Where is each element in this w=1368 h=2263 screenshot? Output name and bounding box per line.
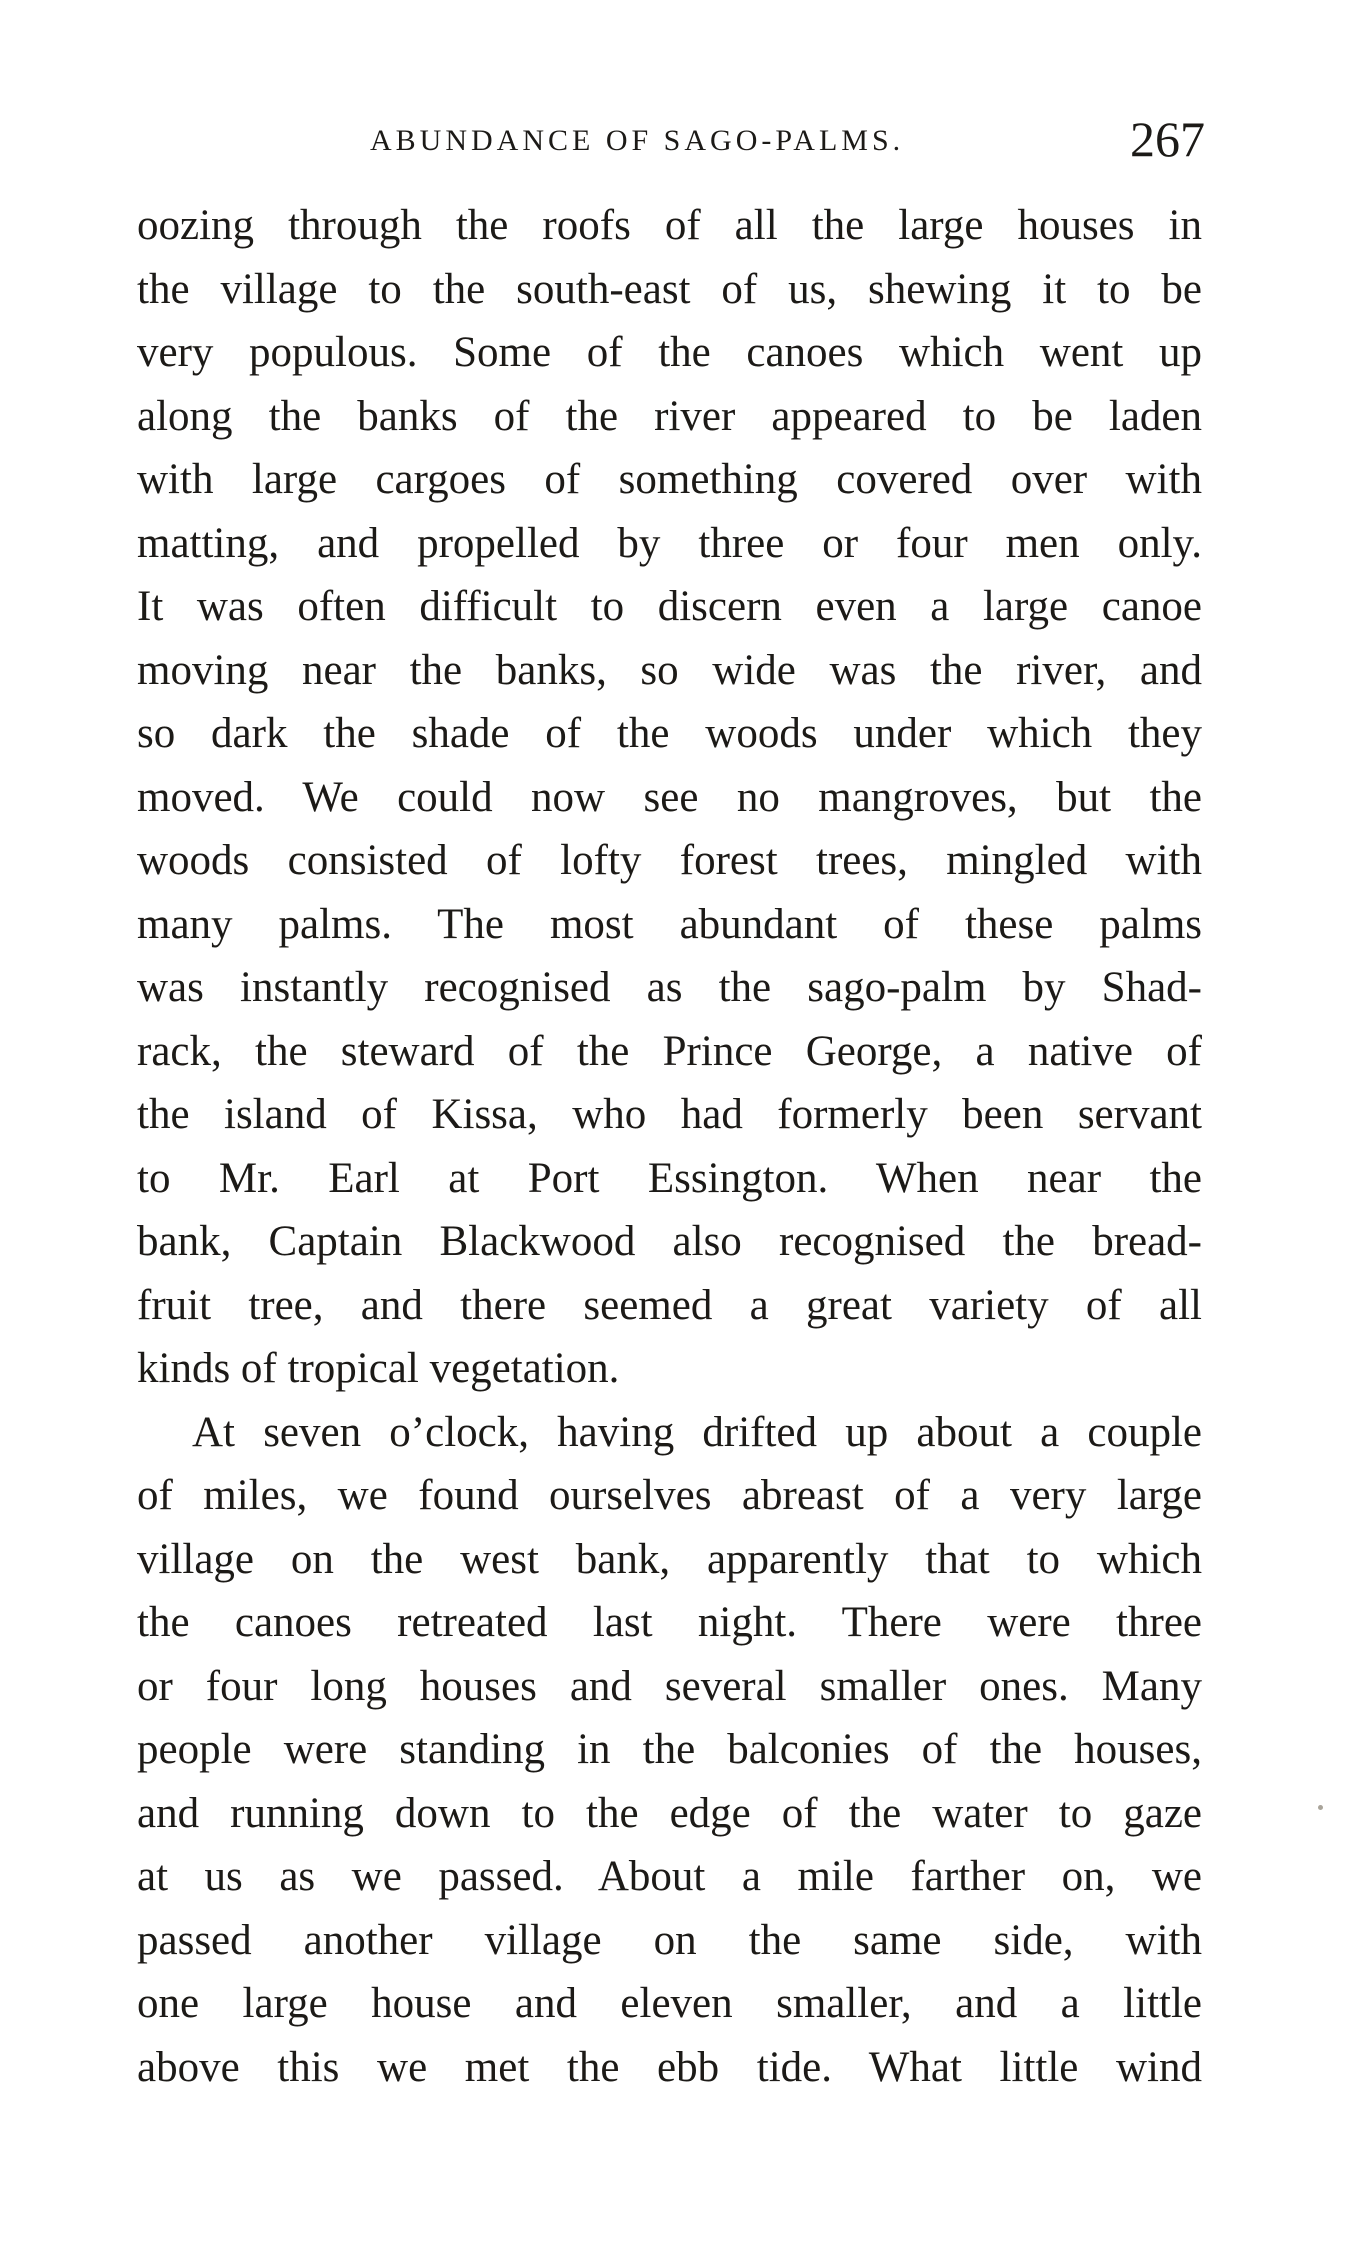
text-line: It was often difficult to discern even a large canoe xyxy=(137,583,1202,630)
text-line: bank, Captain Blackwood also recognised the bread- xyxy=(137,1218,1202,1265)
text-line: so dark the shade of the woods under which they xyxy=(137,710,1202,757)
text-line: one large house and eleven smaller, and a little xyxy=(137,1980,1202,2027)
text-line: many palms. The most abundant of these palms xyxy=(137,900,1202,948)
text-line: above this we met the ebb tide. What little wind xyxy=(137,2043,1202,2091)
page-number: 267 xyxy=(1130,111,1205,167)
text-line: passed another village on the same side, with xyxy=(137,1916,1202,1964)
text-line: fruit tree, and there seemed a great variety of all xyxy=(137,1281,1202,1329)
text-line: village on the west bank, apparently that to which xyxy=(137,1535,1202,1583)
body-text xyxy=(137,194,1202,2099)
text-line: or four long houses and several smaller ones. Many xyxy=(137,1662,1202,1710)
text-line: the village to the south-east of us, shewing it to be xyxy=(137,265,1202,313)
running-head xyxy=(135,112,1205,172)
running-title: ABUNDANCE OF SAGO-PALMS. xyxy=(370,124,905,157)
text-line: at us as we passed. About a mile farther on, we xyxy=(137,1853,1202,1900)
text-line: moving near the banks, so wide was the river, and xyxy=(137,646,1202,694)
text-line: rack, the steward of the Prince George, a native of xyxy=(137,1027,1202,1075)
paper-speck xyxy=(1318,1805,1323,1810)
text-line: people were standing in the balconies of the houses, xyxy=(137,1726,1202,1773)
text-line: At seven o’clock, having drifted up about a couple xyxy=(192,1408,1202,1456)
text-line: the island of Kissa, who had formerly been servant xyxy=(137,1091,1202,1138)
text-line: kinds of tropical vegetation. xyxy=(137,1345,620,1392)
text-line: was instantly recognised as the sago-palm by Shad- xyxy=(137,964,1202,1011)
text-line: very populous. Some of the canoes which went up xyxy=(137,329,1202,376)
text-line: with large cargoes of something covered over with xyxy=(137,456,1202,503)
text-line: and running down to the edge of the water to gaze xyxy=(137,1789,1202,1837)
text-line: the canoes retreated last night. There were three xyxy=(137,1599,1202,1646)
text-line: along the banks of the river appeared to be laden xyxy=(137,392,1202,440)
text-line: of miles, we found ourselves abreast of a very large xyxy=(137,1472,1202,1519)
text-line: to Mr. Earl at Port Essington. When near the xyxy=(137,1154,1202,1202)
text-line: matting, and propelled by three or four men only. xyxy=(137,519,1202,567)
text-line: moved. We could now see no mangroves, but the xyxy=(137,773,1202,821)
text-line: woods consisted of lofty forest trees, mingled with xyxy=(137,837,1202,884)
text-line: oozing through the roofs of all the large houses in xyxy=(137,202,1202,249)
